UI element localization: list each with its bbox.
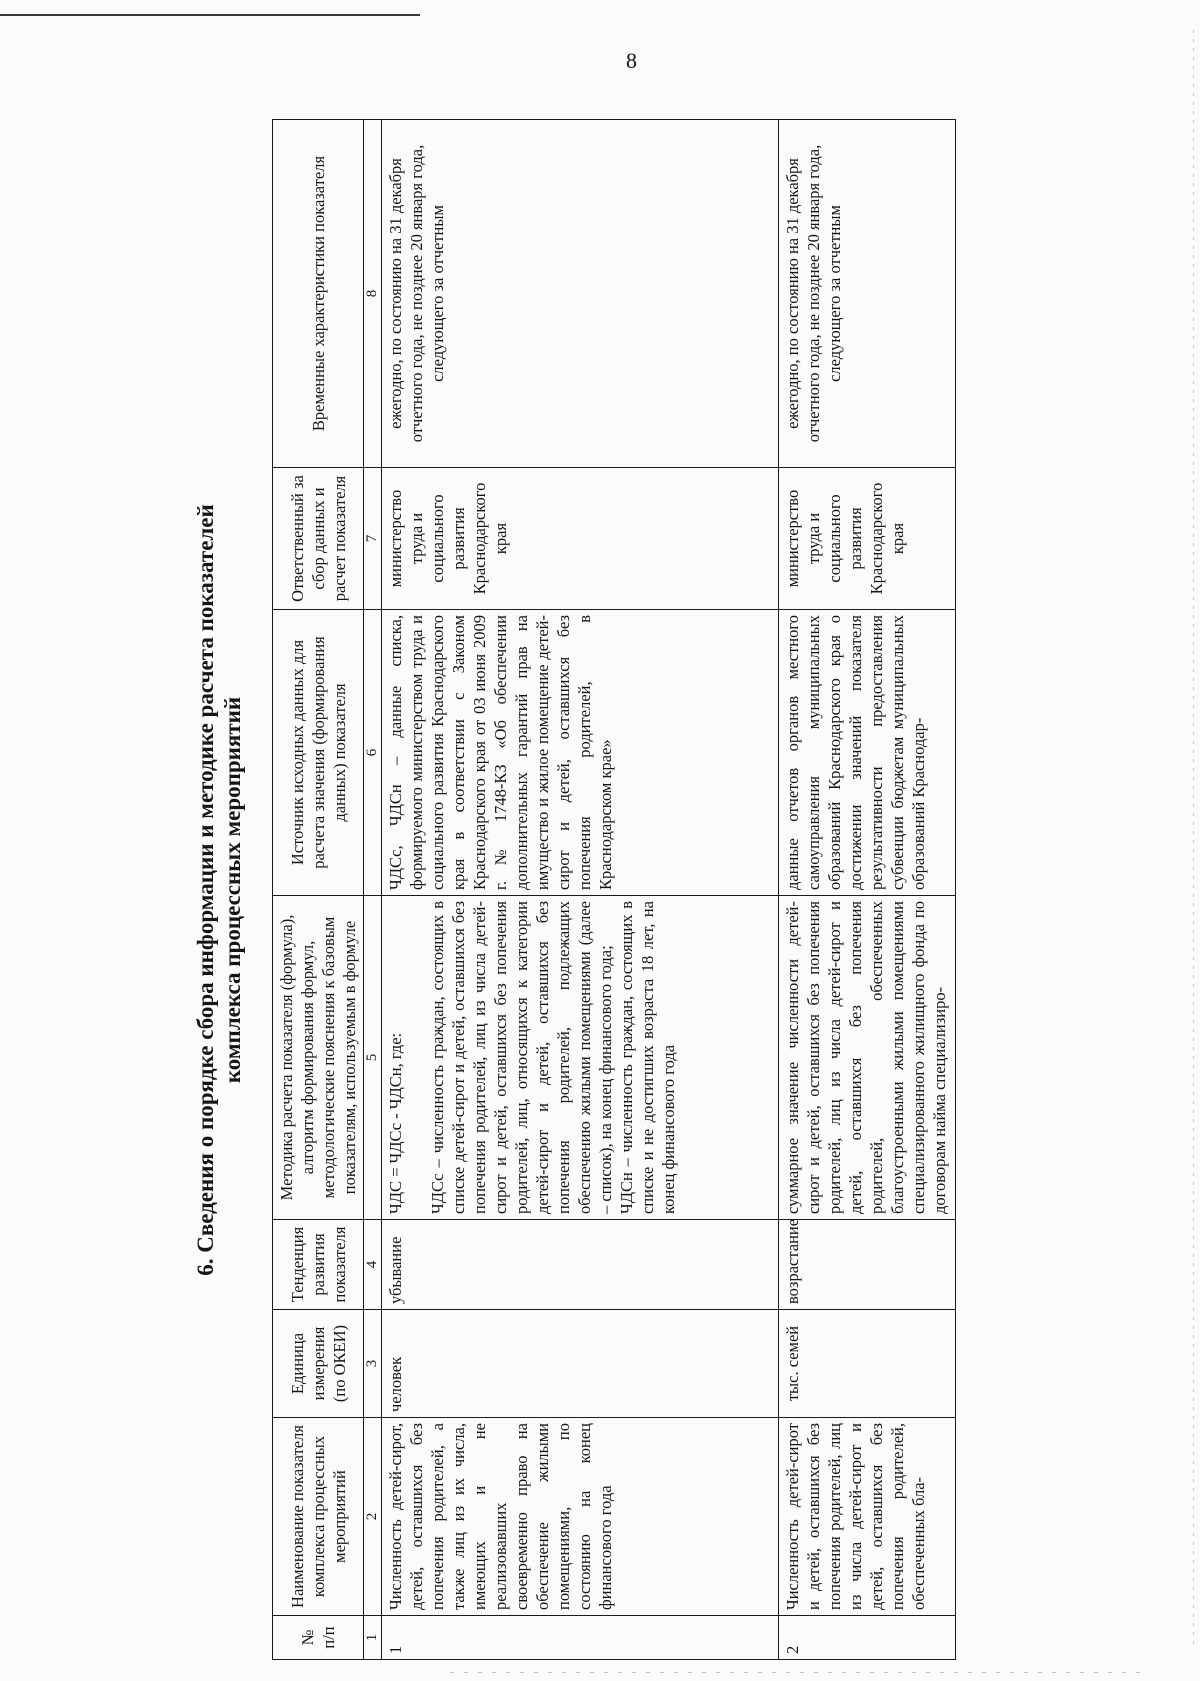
responsible-cell: министерство труда и социального развития Краснодарского края [382, 468, 779, 610]
column-number: 8 [364, 120, 382, 468]
header-cell: Единица измерения (по ОКЕИ) [273, 1310, 364, 1418]
column-number: 5 [364, 896, 382, 1220]
indicators-table [272, 119, 956, 1660]
method-paragraph: ЧДСс – численность граждан, состоящих в списке детей-сирот и детей, оставшихся без попечения родителей, лиц из числа детей-сирот и детей, оставшихся без попечения родителей, лиц, относящихся к категории детей-сирот и детей, оставшихся без попечения родителей, подлежащих обеспечению жилыми помещениями (далее – список), на конец финансового года; [428, 901, 615, 1214]
trend-cell: возрастание [779, 1220, 956, 1310]
trend-cell: убывание [382, 1220, 779, 1310]
table-row [779, 120, 956, 1660]
column-number: 6 [364, 610, 382, 896]
indicator-name: Численность детей-сирот, детей, оставшихся без попечения родителей, а также лиц из их числа, имеющих и не реализовавших своевременно право на обеспечение жилыми помещениями, по состоянию на конец финансового года [382, 1418, 779, 1616]
scan-edge-dots [1193, 30, 1194, 1650]
scan-edge-dots-bottom [450, 1672, 1150, 1673]
table-row [382, 120, 779, 1660]
time-cell: ежегодно, по состоянию на 31 декабря отчетного года, не позднее 20 января года, следующего за отчетным [779, 120, 956, 468]
row-number: 1 [382, 1616, 779, 1660]
header-cell: Методика расчета показателя (формула), алгоритм формирования формул, методологические пояснения к базовым показателям, используемым в формуле [273, 896, 364, 1220]
method-cell [382, 896, 779, 1220]
source-cell: ЧДСс, ЧДСн – данные списка, формируемого министерством труда и социального развития Краснодарского края в соответствии с Законом Краснодарского края от 03 июня 2009 г. № 1748-КЗ «Об обеспечении дополнительных гарантий прав на имущество и жилое помещение детей-сирот и детей, оставшихся без попечения родителей, в Краснодарском крае» [382, 610, 779, 896]
row-number: 2 [779, 1616, 956, 1660]
method-cell: суммарное значение численности детей-сирот и детей, оставшихся без попечения родителей, лиц из числа детей-сирот и детей, оставшихся без попечения родителей, обеспеченных благоустроенными жилыми помещениями специализированного жилищного фонда по договорам найма специализиро- [779, 896, 956, 1220]
scan-edge-line [0, 14, 420, 16]
column-number: 3 [364, 1310, 382, 1418]
column-number: 7 [364, 468, 382, 610]
unit-cell: тыс. семей [779, 1310, 956, 1418]
method-formula: ЧДС = ЧДСс - ЧДСн, где: [386, 1032, 405, 1214]
column-number: 4 [364, 1220, 382, 1310]
rotated-page-content [192, 120, 1128, 1660]
unit-cell: человек [382, 1310, 779, 1418]
column-number-row [364, 120, 382, 1660]
column-number: 1 [364, 1616, 382, 1660]
time-cell: ежегодно, по состоянию на 31 декабря отчетного года, не позднее 20 января года, следующего за отчетным [382, 120, 779, 468]
responsible-cell: министерство труда и социального развития Краснодарского края [779, 468, 956, 610]
page-number: 8 [626, 48, 637, 73]
heading-line-1: 6. Сведения о порядке сбора информации и методике расчета показателей [193, 504, 218, 1276]
column-number: 2 [364, 1418, 382, 1616]
header-cell: Временные характеристики показателя [273, 120, 364, 468]
indicator-name: Численность детей-сирот и детей, оставшихся без попечения родителей, лиц из числа детей-сирот и детей, оставшихся без попечения родителей, обеспеченных бла- [779, 1418, 956, 1616]
method-paragraph: ЧДСн – численность граждан, состоящих в списке и не достигших возраста 18 лет, на конец финансового года [617, 901, 678, 1214]
header-cell: Ответственный за сбор данных и расчет показателя [273, 468, 364, 610]
header-cell: № п/п [273, 1616, 364, 1660]
header-cell: Наименование показателя комплекса процессных мероприятий [273, 1418, 364, 1616]
header-cell: Источник исходных данных для расчета значения (формирования данных) показателя [273, 610, 364, 896]
header-cell: Тенденция развития показателя [273, 1220, 364, 1310]
heading-line-2: комплекса процессных мероприятий [220, 696, 245, 1084]
source-cell: данные отчетов органов местного самоуправления муниципальных образований Краснодарского края о достижении значений показателя результативности предоставления субвенции бюджетам муниципальных образований Краснодар- [779, 610, 956, 896]
section-heading [192, 120, 250, 1660]
table-header-row [273, 120, 364, 1660]
